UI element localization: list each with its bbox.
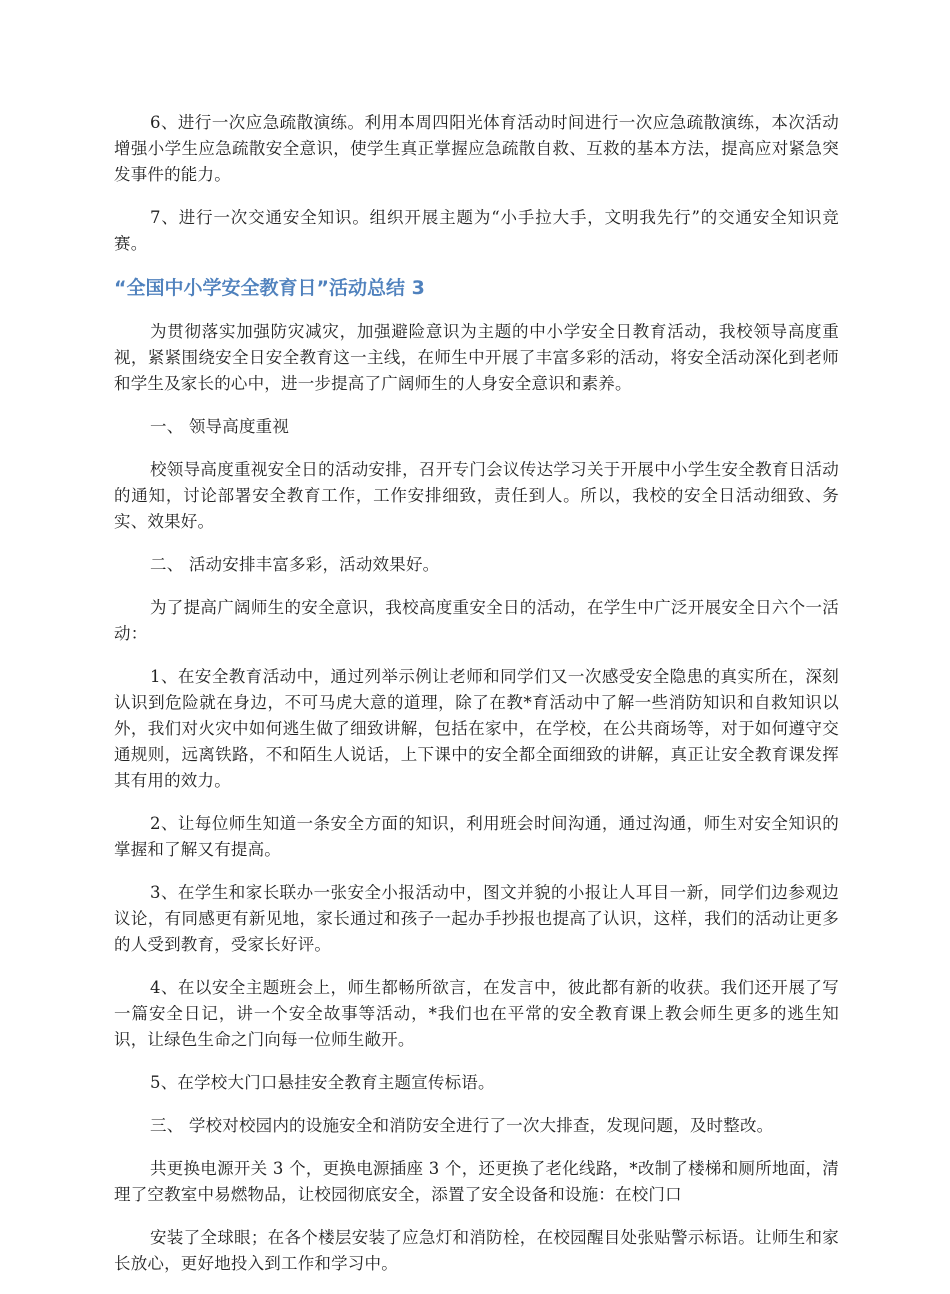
- paragraph-installations: 安装了全球眼；在各个楼层安装了应急灯和消防栓，在校园醒目处张贴警示标语。让师生和家长放心，更好地投入到工作和学习中。: [114, 1228, 839, 1273]
- activity-item-4: 4、在以安全主题班会上，师生都畅所欲言，在发言中，彼此都有新的收获。我们还开展了写一篇安全日记，讲一个安全故事等活动，*我们也在平常的安全教育课上教会师生更多的逃生知识，让绿色生命之门向每一位师生敞开。: [114, 978, 839, 1049]
- activity-item-1: 1、在安全教育活动中，通过列举示例让老师和同学们又一次感受安全隐患的真实所在，深刻认识到危险就在身边，不可马虎大意的道理，除了在教*育活动中了解一些消防知识和自救知识以外，我们对火灾中如何逃生做了细致讲解，包括在家中，在学校，在公共商场等，对于如何遵守交通规则，远离铁路，不和陌生人说话，上下课中的安全都全面细致的讲解，真正让安全教育课发挥其有用的效力。: [114, 667, 839, 790]
- paragraph-item-6: 6、进行一次应急疏散演练。利用本周四阳光体育活动时间进行一次应急疏散演练，本次活动增强小学生应急疏散安全意识，使学生真正掌握应急疏散自救、互救的基本方法，提高应对紧急突发事件的能力。: [114, 113, 839, 184]
- section-heading: “全国中小学安全教育日”活动总结 3: [114, 277, 425, 299]
- document-page: [114, 110, 839, 1294]
- subheading-activities: 二、 活动安排丰富多彩，活动效果好。: [150, 555, 440, 574]
- subheading-leadership: 一、 领导高度重视: [150, 417, 290, 436]
- activity-item-3: 3、在学生和家长联办一张安全小报活动中，图文并貌的小报让人耳目一新，同学们边参观边议论，有同感更有新见地，家长通过和孩子一起办手抄报也提高了认识，这样，我们的活动让更多的人受到教育，受家长好评。: [114, 883, 839, 954]
- activity-item-5: 5、在学校大门口悬挂安全教育主题宣传标语。: [150, 1073, 495, 1092]
- paragraph-activities-intro: 为了提高广阔师生的安全意识，我校高度重安全日的活动，在学生中广泛开展安全日六个一活动：: [114, 598, 839, 643]
- paragraph-leadership: 校领导高度重视安全日的活动安排，召开专门会议传达学习关于开展中小学生安全教育日活动的通知，讨论部署安全教育工作，工作安排细致，责任到人。所以，我校的安全日活动细致、务实、效果好。: [114, 460, 839, 531]
- subheading-inspection: 三、 学校对校园内的设施安全和消防安全进行了一次大排查，发现问题，及时整改。: [150, 1116, 774, 1135]
- activity-item-2: 2、让每位师生知道一条安全方面的知识，利用班会时间沟通，通过沟通，师生对安全知识的掌握和了解又有提高。: [114, 814, 839, 859]
- paragraph-item-7: 7、进行一次交通安全知识。组织开展主题为“小手拉大手，文明我先行”的交通安全知识竞赛。: [114, 208, 839, 253]
- intro-paragraph: 为贯彻落实加强防灾减灾，加强避险意识为主题的中小学安全日教育活动，我校领导高度重视，紧紧围绕安全日安全教育这一主线，在师生中开展了丰富多彩的活动，将安全活动深化到老师和学生及家长的心中，进一步提高了广阔师生的人身安全意识和素养。: [114, 322, 839, 393]
- paragraph-replacements: 共更换电源开关 3 个，更换电源插座 3 个，还更换了老化线路，*改制了楼梯和厕所地面，清理了空教室中易燃物品，让校园彻底安全，添置了安全设备和设施：在校门口: [114, 1159, 839, 1204]
